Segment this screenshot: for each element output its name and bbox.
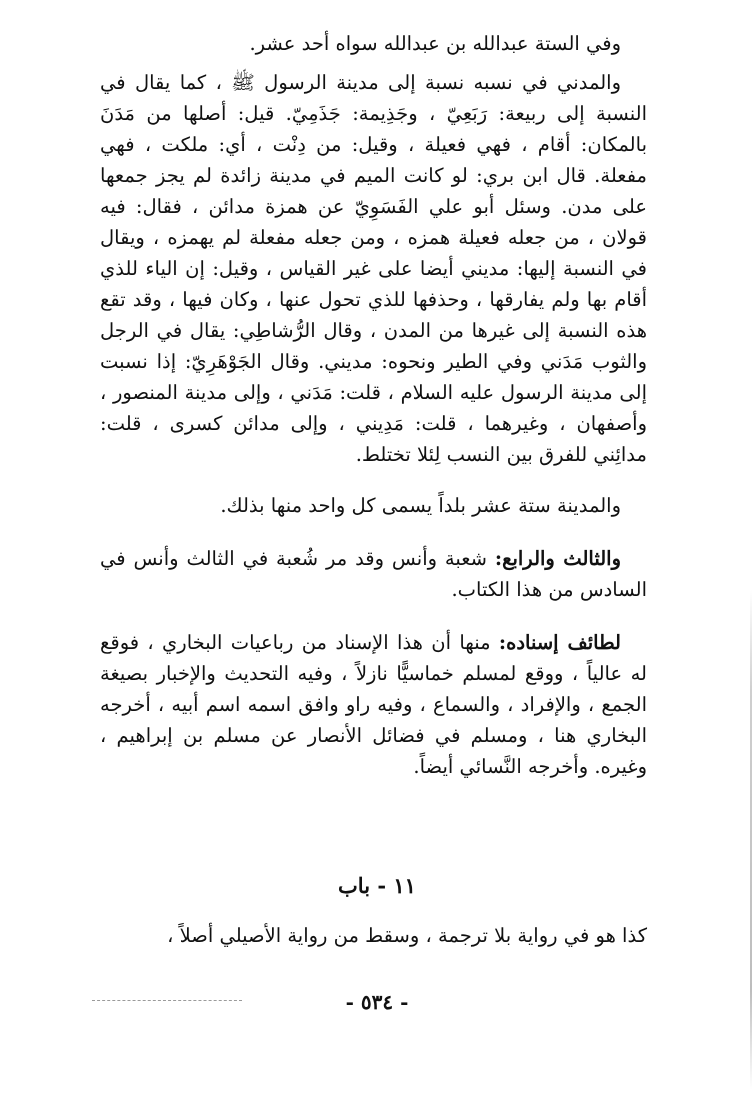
paragraph-3-text: والمدينة ستة عشر بلداً يسمى كل واحد منها بذلك.	[220, 494, 621, 517]
page-number: - ٥٣٤ -	[345, 990, 409, 1014]
section-heading: ١١ - باب	[338, 873, 416, 898]
paragraph-2	[100, 67, 647, 470]
paragraph-5	[100, 627, 647, 782]
paragraph-3	[100, 490, 647, 521]
paragraph-1	[100, 28, 647, 59]
scan-artifact-line	[92, 1000, 242, 1001]
paragraph-2-text: والمدني في نسبه نسبة إلى مدينة الرسول ﷺ ، كما يقال في النسبة إلى ربيعة: رَبَعِيّ ، وجَذِيمة: جَذَمِيّ. قيل: أصلها من مَدَنَ بالمكان: أقام ، فهي فعيلة ، وقيل: من دِنْت ، أي: ملكت ، فهي مفعلة. قال ابن بري: لو كانت الميم في مدينة زائدة لم يجز جمعها على مدن. وسئل أبو علي الفَسَوِيّ عن همزة مدائن ، فقال: فيه قولان ، من جعله فعيلة همزه ، ومن جعله مفعلة لم يهمزه ، ويقال في النسبة إليها: مديني أيضا على غير القياس ، وقيل: إن الياء للذي أقام بها ولم يفارقها ، وحذفها للذي تحول عنها ، وكان فيها ، وقد تقع هذه النسبة إلى غيرها من المدن ، وقال الرُّشاطِي: يقال في الرجل والثوب مَدَني وفي الطير ونحوه: مديني. وقال الجَوْهَرِيّ: إذا نسبت إلى مدينة الرسول عليه السلام ، قلت: مَدَني ، وإلى مدينة المنصور ، وأصفهان ، وغيرهما ، قلت: مَدِيني ، وإلى مدائن كسرى ، قلت: مدائِني للفرق بين النسب لِئلا تختلط.	[100, 71, 647, 466]
paragraph-4-label: والثالث والرابع:	[494, 547, 622, 570]
scan-edge-shadow	[750, 590, 752, 1090]
paragraph-5-text: منها أن هذا الإسناد من رباعيات البخاري ، فوقع له عالياً ، ووقع لمسلم خماسيًّا نازلاً ، وفيه التحديث والإخبار بصيغة الجمع ، والإفراد ، والسماع ، وفيه راو وافق اسمه اسم أبيه ، أخرجه البخاري هنا ، ومسلم في فضائل الأنصار عن مسلم بن إبراهيم ، وغيره. وأخرجه النَّسائي أيضاً.	[100, 631, 647, 778]
paragraph-5-label: لطائف إسناده:	[498, 631, 622, 654]
paragraph-1-text: وفي الستة عبدالله بن عبدالله سواه أحد عشر.	[249, 32, 621, 55]
paragraph-4	[100, 543, 647, 605]
paragraph-4-text: شعبة وأنس وقد مر شُعبة في الثالث وأنس في السادس من هذا الكتاب.	[100, 547, 647, 601]
continuation-line: كذا هو في رواية بلا ترجمة ، وسقط من رواية الأصيلي أصلاً ،	[167, 924, 647, 947]
page-body	[100, 28, 647, 782]
